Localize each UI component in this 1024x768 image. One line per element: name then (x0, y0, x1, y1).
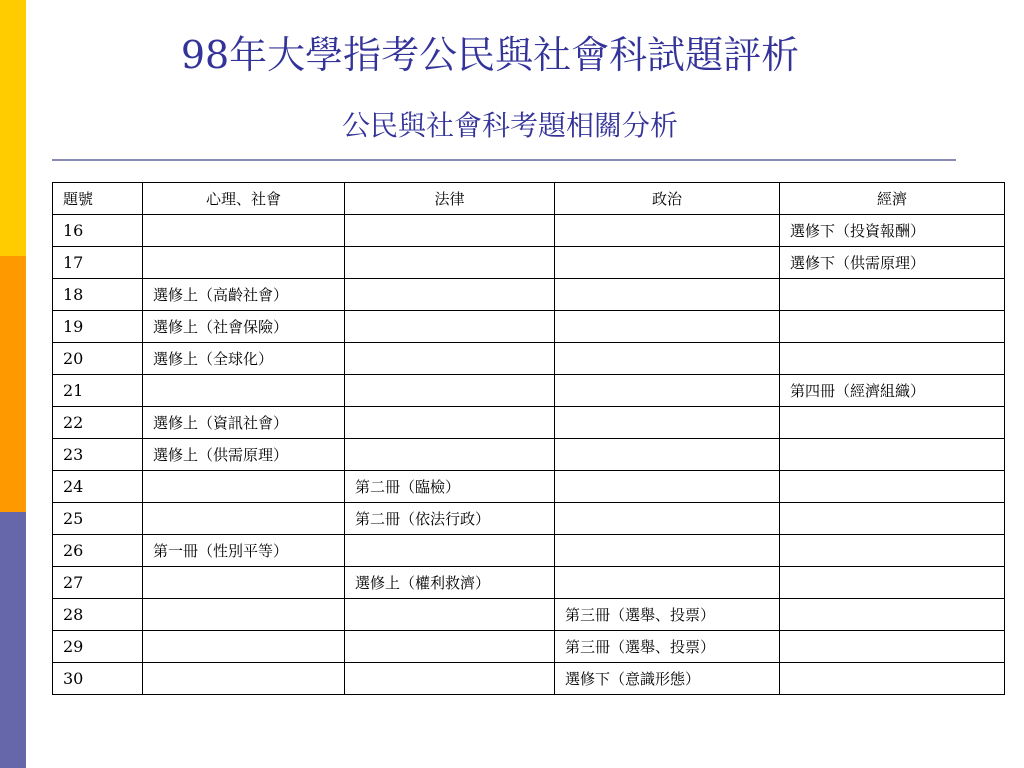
table-cell (143, 215, 345, 247)
table-cell (555, 567, 780, 599)
table-cell (345, 311, 555, 343)
table-cell (555, 471, 780, 503)
table-cell: 選修上（權利救濟） (345, 567, 555, 599)
table-row (53, 311, 1005, 343)
table-cell (345, 535, 555, 567)
header-cell: 題號 (53, 183, 143, 215)
table-cell: 第一冊（性別平等） (143, 535, 345, 567)
table-row (53, 567, 1005, 599)
table-cell: 選修上（資訊社會） (143, 407, 345, 439)
table-cell (143, 471, 345, 503)
table-cell: 第二冊（臨檢） (345, 471, 555, 503)
header-cell: 經濟 (780, 183, 1005, 215)
table-cell (780, 663, 1005, 695)
table-cell (555, 407, 780, 439)
table-row (53, 631, 1005, 663)
question-number-cell: 23 (53, 439, 143, 471)
table-cell (780, 407, 1005, 439)
table-row (53, 279, 1005, 311)
question-number-cell: 19 (53, 311, 143, 343)
table-cell (555, 343, 780, 375)
table-cell (555, 279, 780, 311)
table-cell (555, 375, 780, 407)
table-row (53, 535, 1005, 567)
table-cell (345, 375, 555, 407)
slide-subtitle-text: 公民與社會科考題相關分析 (341, 109, 678, 142)
slide-title-text: 98年大學指考公民與社會科試題評析 (180, 33, 800, 77)
question-number-cell: 26 (53, 535, 143, 567)
table-cell: 第二冊（依法行政） (345, 503, 555, 535)
table-cell (143, 663, 345, 695)
table-cell (780, 343, 1005, 375)
table-cell (345, 215, 555, 247)
header-cell: 政治 (555, 183, 780, 215)
question-number-cell: 28 (53, 599, 143, 631)
table-cell (780, 471, 1005, 503)
table-cell (143, 503, 345, 535)
question-number-cell: 27 (53, 567, 143, 599)
table-cell: 選修下（投資報酬） (780, 215, 1005, 247)
table-cell: 第四冊（經濟組織） (780, 375, 1005, 407)
table-cell (780, 279, 1005, 311)
table-cell (345, 663, 555, 695)
header-cell: 法律 (345, 183, 555, 215)
table-cell (555, 503, 780, 535)
table-cell (143, 567, 345, 599)
question-number-cell: 25 (53, 503, 143, 535)
table-row (53, 503, 1005, 535)
question-number-cell: 20 (53, 343, 143, 375)
decor-bar-purple (0, 512, 26, 768)
table-cell (345, 407, 555, 439)
question-number-cell: 30 (53, 663, 143, 695)
table-row (53, 407, 1005, 439)
table-cell (780, 535, 1005, 567)
question-number-cell: 21 (53, 375, 143, 407)
decor-bar-orange (0, 256, 26, 512)
exam-analysis-table (52, 182, 1005, 695)
table-cell (345, 247, 555, 279)
table-cell (143, 247, 345, 279)
table-cell (143, 375, 345, 407)
table-cell (143, 599, 345, 631)
table-cell (780, 631, 1005, 663)
table-cell: 第三冊（選舉、投票） (555, 599, 780, 631)
table-row (53, 247, 1005, 279)
table-row (53, 375, 1005, 407)
table-cell (780, 503, 1005, 535)
question-number-cell: 18 (53, 279, 143, 311)
table-row (53, 599, 1005, 631)
table-body (53, 183, 1005, 695)
table-cell (345, 279, 555, 311)
table-cell (345, 343, 555, 375)
table-cell: 選修下（意識形態） (555, 663, 780, 695)
header-cell: 心理、社會 (143, 183, 345, 215)
question-number-cell: 29 (53, 631, 143, 663)
table-cell (555, 535, 780, 567)
table-cell: 選修下（供需原理） (780, 247, 1005, 279)
table-cell (555, 247, 780, 279)
table-cell (345, 599, 555, 631)
table-cell: 選修上（高齡社會） (143, 279, 345, 311)
table-cell (555, 439, 780, 471)
table-cell: 選修上（社會保險） (143, 311, 345, 343)
table-cell (780, 567, 1005, 599)
question-number-cell: 16 (53, 215, 143, 247)
table-row (53, 215, 1005, 247)
table-row (53, 663, 1005, 695)
table-cell (143, 631, 345, 663)
question-number-cell: 22 (53, 407, 143, 439)
table-cell (780, 311, 1005, 343)
table-cell: 選修上（供需原理） (143, 439, 345, 471)
table-row (53, 343, 1005, 375)
table-cell (345, 439, 555, 471)
table-cell: 選修上（全球化） (143, 343, 345, 375)
table-cell: 第三冊（選舉、投票） (555, 631, 780, 663)
table-row (53, 439, 1005, 471)
table-cell (345, 631, 555, 663)
table-row (53, 471, 1005, 503)
table-cell (780, 599, 1005, 631)
table-cell (555, 311, 780, 343)
title-divider (52, 159, 956, 161)
question-number-cell: 24 (53, 471, 143, 503)
slide-subtitle (0, 108, 1024, 144)
table-cell (555, 215, 780, 247)
slide-title (0, 30, 1024, 80)
table-header-row (53, 183, 1005, 215)
question-number-cell: 17 (53, 247, 143, 279)
table-cell (780, 439, 1005, 471)
